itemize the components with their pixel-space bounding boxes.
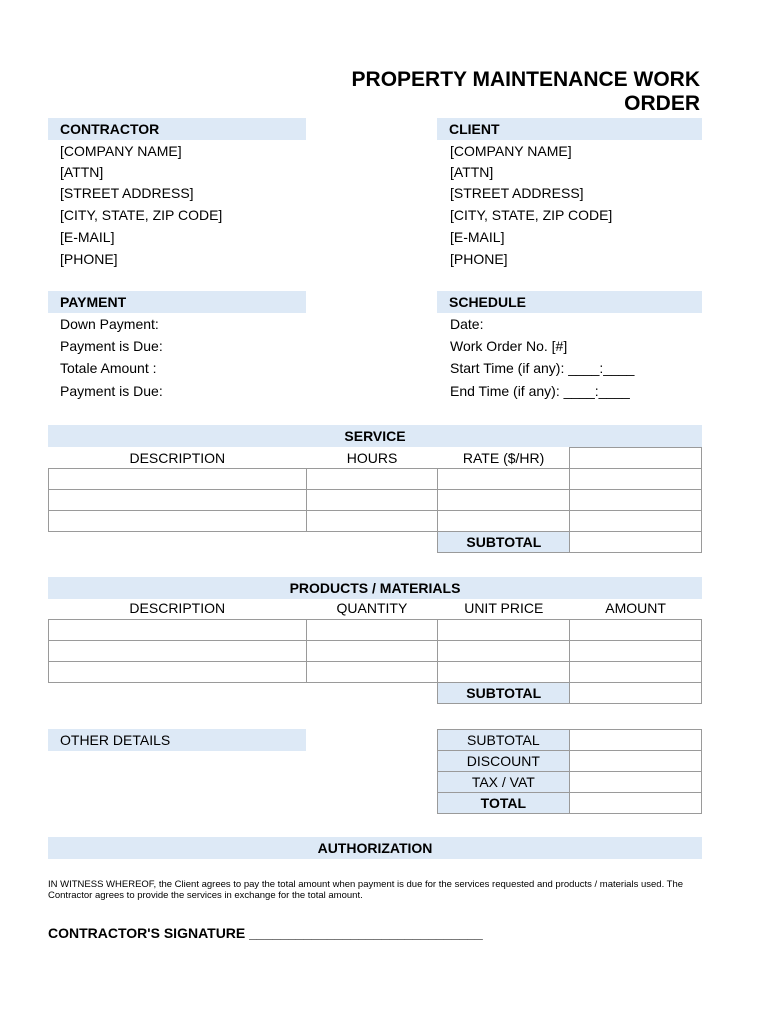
client-city: [CITY, STATE, ZIP CODE] — [450, 207, 613, 223]
totals-tax-label: TAX / VAT — [438, 772, 570, 793]
totals-table — [437, 729, 702, 814]
service-table — [48, 447, 702, 553]
table-row — [49, 640, 702, 661]
contractor-signature-line[interactable]: CONTRACTOR'S SIGNATURE ______________________________ — [48, 925, 483, 941]
totals-discount-row — [438, 751, 702, 772]
totals-subtotal-value[interactable] — [569, 730, 701, 751]
product-amount-cell[interactable] — [570, 661, 702, 682]
payment-due: Payment is Due: — [60, 338, 163, 354]
schedule-date: Date: — [450, 316, 484, 332]
client-email: [E-MAIL] — [450, 229, 505, 245]
service-col-hours: HOURS — [346, 449, 398, 466]
payment-total-amount: Totale Amount : — [60, 360, 157, 376]
table-row — [49, 490, 702, 511]
table-row — [49, 619, 702, 640]
totals-discount-value[interactable] — [569, 751, 701, 772]
products-header-row — [49, 598, 702, 619]
product-description-cell[interactable] — [49, 619, 307, 640]
service-header-row — [49, 448, 702, 469]
table-row — [49, 511, 702, 532]
product-amount-cell[interactable] — [570, 619, 702, 640]
contractor-heading: CONTRACTOR — [48, 118, 306, 140]
service-subtotal-row — [49, 532, 702, 553]
other-details-heading: OTHER DETAILS — [48, 729, 306, 751]
products-heading: PRODUCTS / MATERIALS — [48, 577, 702, 599]
contractor-city: [CITY, STATE, ZIP CODE] — [60, 207, 223, 223]
product-description-cell[interactable] — [49, 640, 307, 661]
products-table — [48, 598, 702, 704]
service-rate-cell[interactable] — [438, 490, 570, 511]
products-col-unit-price: UNIT PRICE — [464, 600, 544, 617]
service-description-cell[interactable] — [49, 511, 307, 532]
products-subtotal-label: SUBTOTAL — [438, 682, 570, 703]
schedule-heading: SCHEDULE — [437, 291, 702, 313]
service-amount-cell[interactable] — [570, 490, 702, 511]
service-rate-cell[interactable] — [438, 511, 570, 532]
payment-down: Down Payment: — [60, 316, 159, 332]
client-street: [STREET ADDRESS] — [450, 185, 584, 201]
service-subtotal-value[interactable] — [570, 532, 702, 553]
service-hours-cell[interactable] — [306, 469, 438, 490]
authorization-text: IN WITNESS WHEREOF, the Client agrees to pay the total amount when payment is due for the services requested and products / materials used. The Contractor agrees to provide the services in exchange for the total amount. — [48, 879, 684, 901]
contractor-street: [STREET ADDRESS] — [60, 185, 194, 201]
service-hours-cell[interactable] — [306, 511, 438, 532]
client-heading: CLIENT — [437, 118, 702, 140]
product-description-cell[interactable] — [49, 661, 307, 682]
table-row — [49, 469, 702, 490]
service-description-cell[interactable] — [49, 490, 307, 511]
totals-tax-row — [438, 772, 702, 793]
service-hours-cell[interactable] — [306, 490, 438, 511]
contractor-email: [E-MAIL] — [60, 229, 115, 245]
client-attn: [ATTN] — [450, 164, 494, 180]
authorization-heading: AUTHORIZATION — [48, 837, 702, 859]
product-unit-price-cell[interactable] — [438, 640, 570, 661]
service-amount-cell[interactable] — [570, 469, 702, 490]
products-subtotal-row — [49, 682, 702, 703]
totals-discount-label: DISCOUNT — [438, 751, 570, 772]
service-col-amount — [570, 448, 702, 469]
service-col-rate: RATE ($/HR) — [462, 449, 545, 466]
totals-total-label: TOTAL — [438, 793, 570, 814]
table-row — [49, 661, 702, 682]
product-quantity-cell[interactable] — [306, 640, 438, 661]
service-rate-cell[interactable] — [438, 469, 570, 490]
products-subtotal-value[interactable] — [570, 682, 702, 703]
contractor-phone: [PHONE] — [60, 251, 118, 267]
product-unit-price-cell[interactable] — [438, 661, 570, 682]
schedule-end-time: End Time (if any): ____:____ — [450, 383, 630, 399]
totals-subtotal-row — [438, 730, 702, 751]
products-col-description: DESCRIPTION — [129, 600, 226, 617]
product-amount-cell[interactable] — [570, 640, 702, 661]
schedule-work-order-no: Work Order No. [#] — [450, 338, 568, 354]
totals-total-row — [438, 793, 702, 814]
products-col-quantity: QUANTITY — [336, 600, 408, 617]
service-amount-cell[interactable] — [570, 511, 702, 532]
service-description-cell[interactable] — [49, 469, 307, 490]
totals-subtotal-label: SUBTOTAL — [438, 730, 570, 751]
products-col-amount: AMOUNT — [605, 600, 666, 617]
contractor-attn: [ATTN] — [60, 164, 104, 180]
product-unit-price-cell[interactable] — [438, 619, 570, 640]
document-title: PROPERTY MAINTENANCE WORK ORDER — [351, 68, 700, 115]
client-phone: [PHONE] — [450, 251, 508, 267]
payment-heading: PAYMENT — [48, 291, 306, 313]
product-quantity-cell[interactable] — [306, 619, 438, 640]
totals-tax-value[interactable] — [569, 772, 701, 793]
service-heading: SERVICE — [48, 425, 702, 447]
product-quantity-cell[interactable] — [306, 661, 438, 682]
client-company: [COMPANY NAME] — [450, 143, 572, 159]
totals-total-value[interactable] — [569, 793, 701, 814]
service-subtotal-label: SUBTOTAL — [438, 532, 570, 553]
schedule-start-time: Start Time (if any): ____:____ — [450, 360, 635, 376]
payment-due-2: Payment is Due: — [60, 383, 163, 399]
service-col-description: DESCRIPTION — [129, 449, 226, 466]
contractor-company: [COMPANY NAME] — [60, 143, 182, 159]
